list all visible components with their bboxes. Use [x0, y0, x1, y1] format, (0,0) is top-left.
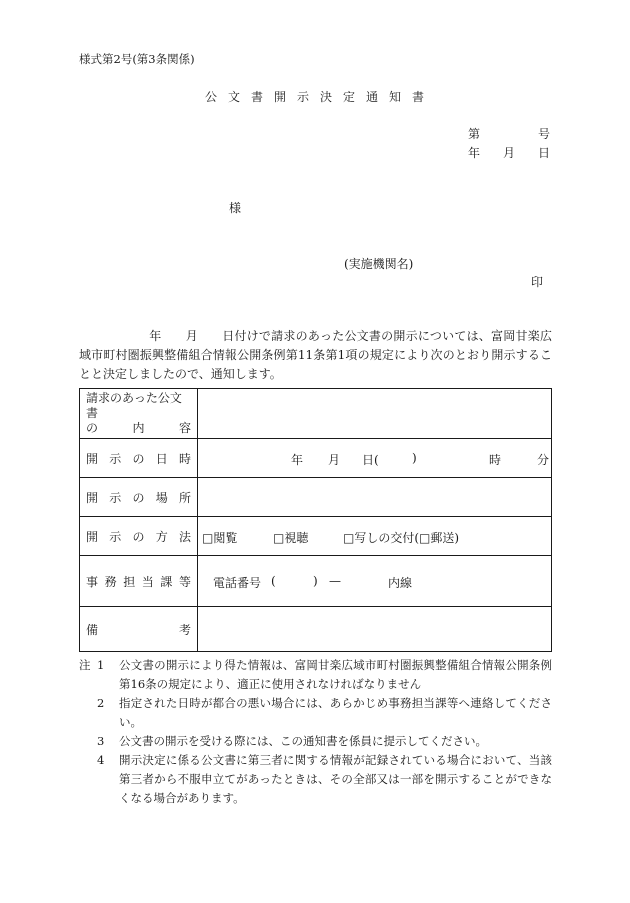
- date-month: 月: [502, 146, 515, 160]
- notes-label: 注: [79, 658, 91, 672]
- extension-label: 内線: [388, 576, 413, 590]
- note-item-1: 注 1 公文書の開示により得た情報は、富岡甘楽広域市町村圏振興整備組合情報公開条例第16条の規定により、適正に使用されなければなりません: [79, 656, 552, 694]
- intro-body: 日付けで請求のあった公文書の開示については、富岡甘楽広域市町村圏振興整備組合情報公開条例第11条第1項の規定により次のとおり開示することと決定しましたので、通知します。: [79, 329, 552, 381]
- row-office-in-charge: [80, 556, 552, 607]
- method-option-listen[interactable]: □視聴: [273, 531, 309, 545]
- value-disclosure-place[interactable]: [198, 478, 552, 517]
- row-disclosure-method: [80, 517, 552, 556]
- date-day: 日: [537, 146, 550, 160]
- document-number: [468, 125, 550, 142]
- value-disclosure-method: [198, 517, 552, 556]
- notes-section: [79, 656, 552, 808]
- label-remarks: 備 考: [80, 607, 198, 652]
- label-disclosure-datetime: 開 示 の 日 時: [80, 439, 198, 478]
- addressee-honorific: 様: [229, 201, 242, 215]
- issue-date: [468, 144, 550, 161]
- dt-hour: 時: [489, 453, 502, 467]
- phone-dash: —: [329, 574, 341, 588]
- date-year: 年: [468, 146, 481, 160]
- dt-close: ): [412, 451, 417, 465]
- dt-day: 日(: [362, 453, 379, 467]
- value-office-in-charge[interactable]: [198, 556, 552, 607]
- phone-paren-open: (: [271, 574, 276, 588]
- note-item-2: 2 指定された日時が都合の悪い場合には、あらかじめ事務担当課等へ連絡してください。: [97, 696, 552, 729]
- phone-label: 電話番号: [213, 576, 262, 590]
- value-document-content[interactable]: [198, 389, 552, 439]
- intro-year: 年: [149, 329, 162, 343]
- form-number: 様式第2号(第3条関係): [79, 52, 195, 66]
- number-prefix: 第: [468, 127, 481, 141]
- value-disclosure-datetime[interactable]: [198, 439, 552, 478]
- seal-mark: 印: [531, 275, 544, 289]
- label-content-line1: 請求のあった公文書: [86, 391, 182, 420]
- phone-paren-close: ): [313, 574, 318, 588]
- issuing-agency: (実施機関名): [344, 257, 414, 271]
- label-content-line2: の 内 容: [86, 421, 191, 435]
- label-disclosure-method: 開 示 の 方 法: [80, 517, 198, 556]
- dt-year: 年: [291, 453, 304, 467]
- label-document-content: [80, 389, 198, 439]
- row-remarks: [80, 607, 552, 652]
- dt-minute: 分: [537, 453, 550, 467]
- number-suffix: 号: [537, 127, 550, 141]
- method-option-view[interactable]: □閲覧: [202, 531, 238, 545]
- value-remarks[interactable]: [198, 607, 552, 652]
- intro-paragraph: [79, 327, 552, 384]
- label-disclosure-place: 開 示 の 場 所: [80, 478, 198, 517]
- method-option-copy[interactable]: □写しの交付(□郵送): [343, 531, 460, 545]
- row-document-content: [80, 389, 552, 439]
- row-disclosure-place: [80, 478, 552, 517]
- note-item-4: 4 開示決定に係る公文書に第三者に関する情報が記録されている場合において、当該第三者から不服申立てがあったときは、その全部又は一部を開示することができなくなる場合があります。: [97, 753, 552, 805]
- row-disclosure-datetime: [80, 439, 552, 478]
- note-item-3: 3 公文書の開示を受ける際には、この通知書を係員に提示してください。: [97, 734, 487, 748]
- dt-month: 月: [328, 453, 341, 467]
- intro-month: 月: [185, 329, 198, 343]
- disclosure-table: [79, 388, 552, 652]
- label-office-in-charge: 事 務 担 当 課 等: [80, 556, 198, 607]
- document-title: 公文書開示決定通知書: [204, 90, 435, 104]
